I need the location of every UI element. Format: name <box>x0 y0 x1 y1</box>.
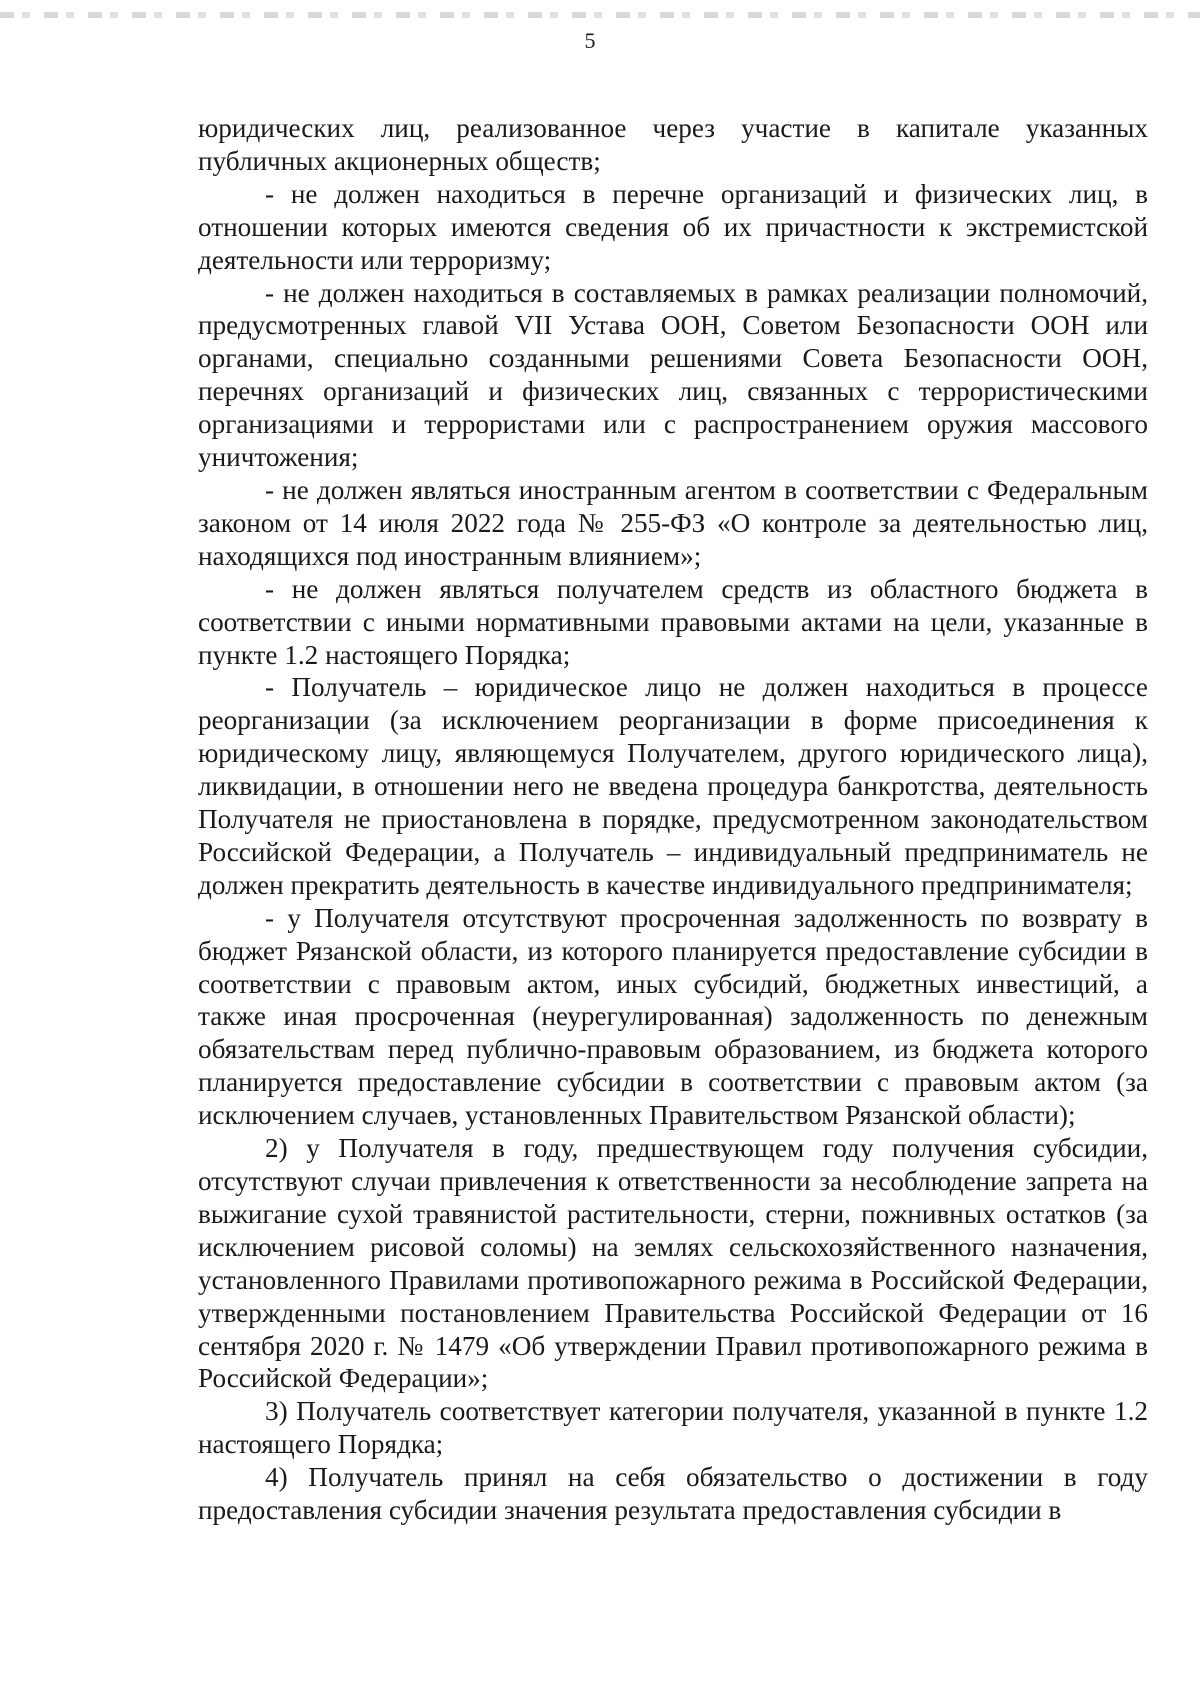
paragraph-reorganization: - Получатель – юридическое лицо не должен находиться в процессе реорганизации (за исключением реорганизации в форме присоединения к юридическому лицу, являющемуся Получателем, другого юридического лица), ликвидации, в отношении него не введена процедура банкротства, деятельность Получателя не приостановлена в порядке, предусмотренном законодательством Российской Федерации, а Получатель – индивидуальный предприниматель не должен прекратить деятельность в качестве индивидуального предпринимателя; <box>198 672 1148 900</box>
scan-edge-artifact <box>0 12 1200 18</box>
paragraph-item-4-obligation: 4) Получатель принял на себя обязательство о достижении в году предоставления субсидии значения результата предоставления субсидии в <box>198 1462 1148 1526</box>
paragraph-un-sanctions-list: - не должен находиться в составляемых в рамках реализации полномочий, предусмотренных главой VII Устава ООН, Советом Безопасности ООН или органами, специально созданными решениями Совета Безопасности ООН, перечнях организаций и физических лиц, связанных с террористическими организациями и террористами или с распространением оружия массового уничтожения; <box>198 277 1148 473</box>
paragraph-item-2-fire-rules: 2) у Получателя в году, предшествующем году получения субсидии, отсутствуют случаи привлечения к ответственности за несоблюдение запрета на выжигание сухой травянистой растительности, стерни, пожнивных остатков (за исключением рисовой соломы) на землях сельскохозяйственного назначения, установленного Правилами противопожарного режима в Российской Федерации, утвержденными постановлением Правительства Российской Федерации от 16 сентября 2020 г. № 1479 «Об утверждении Правил противопожарного режима в Российской Федерации»; <box>198 1133 1148 1394</box>
paragraph-debt: - у Получателя отсутствуют просроченная задолженность по возврату в бюджет Рязанской области, из которого планируется предоставление субсидии в соответствии с правовым актом, иных субсидий, бюджетных инвестиций, а также иная просроченная (неурегулированная) задолженность по денежным обязательствам перед публично-правовым образованием, из бюджета которого планируется предоставление субсидии в соответствии с правовым актом (за исключением случаев, установленных Правительством Рязанской области); <box>198 902 1148 1131</box>
page-number: 5 <box>584 28 596 53</box>
paragraph-extremism-list: - не должен находиться в перечне организаций и физических лиц, в отношении которых имеются сведения об их причастности к экстремистской деятельности или терроризму; <box>198 178 1148 275</box>
paragraph-foreign-agent: - не должен являться иностранным агентом в соответствии с Федеральным законом от 14 июля 2022 года № 255-ФЗ «О контроле за деятельностью лиц, находящихся под иностранным влиянием»; <box>198 474 1148 571</box>
paragraph-item-3-category: 3) Получатель соответствует категории получателя, указанной в пункте 1.2 настоящего Порядка; <box>198 1396 1148 1460</box>
paragraph-budget-recipient: - не должен являться получателем средств из областного бюджета в соответствии с иными нормативными правовыми актами на цели, указанные в пункте 1.2 настоящего Порядка; <box>198 573 1148 670</box>
paragraph-continuation: юридических лиц, реализованное через участие в капитале указанных публичных акционерных обществ; <box>198 113 1148 176</box>
document-body <box>198 112 1148 1527</box>
